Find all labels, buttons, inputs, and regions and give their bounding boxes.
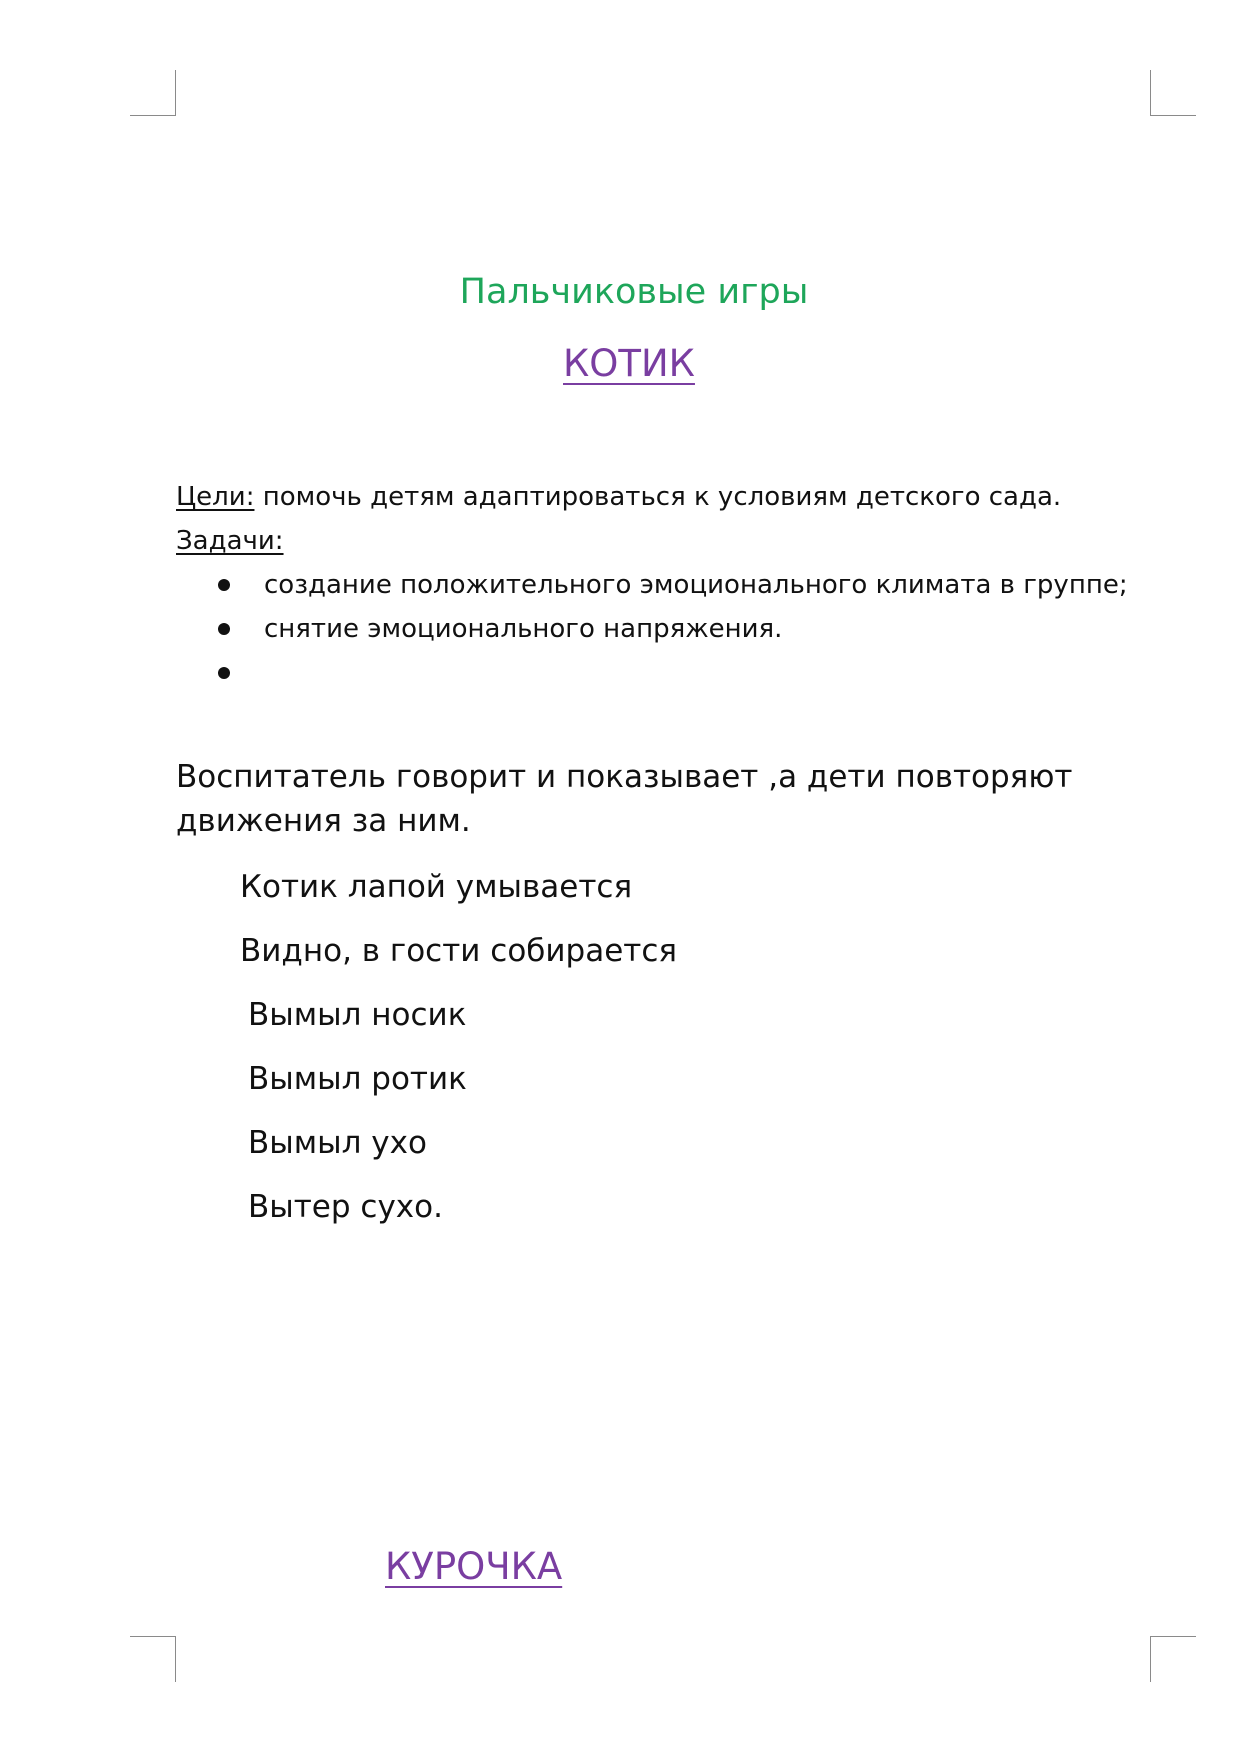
game-title-kotik xyxy=(0,342,1240,385)
goals-label: Цели: xyxy=(176,482,255,512)
task-text: снятие эмоционального напряжения. xyxy=(264,614,783,644)
goals-block xyxy=(176,475,1061,563)
poem-line: Видно, в гости собирается xyxy=(240,933,678,969)
list-item xyxy=(214,651,1128,695)
crop-mark-bottom-right-h xyxy=(1150,1636,1196,1637)
bullet-icon xyxy=(218,623,230,635)
intro-paragraph: Воспитатель говорит и показывает ,а дети повторяют движения за ним. xyxy=(176,759,1073,839)
poem-line: Вымыл ухо xyxy=(248,1125,427,1161)
bullet-icon xyxy=(218,579,230,591)
crop-mark-bottom-left-v xyxy=(175,1636,176,1682)
tasks-label: Задачи: xyxy=(176,526,284,556)
poem-line: Котик лапой умывается xyxy=(240,869,633,905)
poem-line: Вымыл ротик xyxy=(248,1061,467,1097)
game-title-kurochka: КУРОЧКА xyxy=(385,1545,563,1588)
crop-mark-top-left-v xyxy=(175,70,176,116)
game-title-kotik-text: КОТИК xyxy=(563,342,695,385)
crop-mark-top-left-h xyxy=(130,115,176,116)
tasks-list xyxy=(214,563,1128,695)
poem-line: Вымыл носик xyxy=(248,997,467,1033)
document-title: Пальчиковые игры xyxy=(459,272,809,312)
task-text: создание положительного эмоционального климата в группе; xyxy=(264,570,1128,600)
bullet-icon xyxy=(218,667,230,679)
crop-mark-top-right-h xyxy=(1150,115,1196,116)
crop-mark-top-right-v xyxy=(1150,70,1151,116)
list-item xyxy=(214,563,1128,607)
goals-text: помочь детям адаптироваться к условиям детского сада. xyxy=(254,482,1062,512)
crop-mark-bottom-right-v xyxy=(1150,1636,1151,1682)
poem-line: Вытер сухо. xyxy=(248,1189,443,1225)
poem xyxy=(240,865,677,1249)
list-item xyxy=(214,607,1128,651)
tasks-line xyxy=(176,519,1061,563)
goals-line xyxy=(176,475,1061,519)
crop-mark-bottom-left-h xyxy=(130,1636,176,1637)
